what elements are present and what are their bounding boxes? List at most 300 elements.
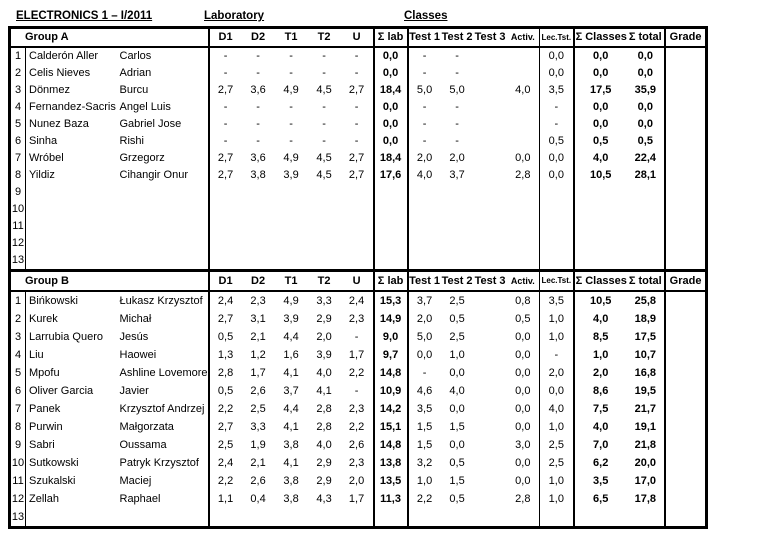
test-score-cell: - <box>422 135 427 147</box>
grade-cell <box>665 133 707 150</box>
lab-score-cell: 4,1 <box>283 457 299 469</box>
test-score-cell: - <box>455 135 459 147</box>
lab-score-cell <box>308 218 341 235</box>
test-score-cell <box>474 418 507 436</box>
lab-score-cell <box>275 508 308 528</box>
classes-sum-cell: 8,5 <box>574 328 627 346</box>
student-last-name: Sinha <box>29 135 58 147</box>
lab-score-cell: - <box>209 65 242 82</box>
test-score-cell: - <box>422 367 427 379</box>
classes-sum-cell: 4,0 <box>574 310 627 328</box>
lecture-test-cell: 2,5 <box>540 454 574 472</box>
grade-cell <box>665 328 707 346</box>
lab-score-cell: - <box>354 331 359 343</box>
student-first-name: Javier <box>119 385 149 397</box>
test-score-cell: 4,0 <box>449 385 465 397</box>
student-row <box>10 508 707 528</box>
total-sum-cell: 21,7 <box>634 403 657 415</box>
activity-score-cell <box>507 252 540 271</box>
test-score-cell <box>474 310 507 328</box>
test-score-cell: - <box>455 101 459 113</box>
lecture-test-cell: 0,0 <box>540 65 574 82</box>
lecture-test-cell <box>540 218 574 235</box>
lab-score-cell: 1,2 <box>250 349 266 361</box>
lab-score-cell: - <box>354 385 359 397</box>
row-number: 3 <box>10 82 26 99</box>
lab-score-cell: - <box>322 67 326 79</box>
group-header-row <box>10 28 707 48</box>
lecture-test-cell: 3,5 <box>540 291 574 310</box>
lab-score-cell <box>341 218 374 235</box>
student-last-name: Kurek <box>29 313 58 325</box>
student-last-name: Nunez Baza <box>29 118 89 130</box>
total-sum-cell: 17,8 <box>634 493 657 505</box>
lab-score-cell: 2,4 <box>348 295 365 307</box>
lab-score-cell <box>275 235 308 252</box>
column-header: Grade <box>665 271 707 292</box>
test-score-cell: - <box>422 118 427 130</box>
row-number: 9 <box>10 436 26 454</box>
lab-score-cell: 1,7 <box>348 349 365 361</box>
activity-score-cell: 0,0 <box>515 403 531 415</box>
lab-score-cell <box>209 201 242 218</box>
row-number: 13 <box>10 508 26 528</box>
grade-cell <box>665 364 707 382</box>
student-first-name: Carlos <box>119 50 152 62</box>
test-score-cell: - <box>455 50 459 62</box>
lab-sum-cell: 10,9 <box>374 382 408 400</box>
student-row <box>10 218 707 235</box>
lab-score-cell: 2,7 <box>348 169 365 181</box>
row-number: 3 <box>10 328 26 346</box>
grade-cell <box>665 472 707 490</box>
lab-score-cell: 0,5 <box>209 382 242 400</box>
test-score-cell <box>474 201 507 218</box>
activity-score-cell: 0,0 <box>515 152 531 164</box>
lab-score-cell: 2,7 <box>209 310 242 328</box>
lab-score-cell <box>242 201 275 218</box>
test-score-cell: - <box>422 50 427 62</box>
classes-sum-cell <box>574 201 627 218</box>
classes-sum-cell: 7,0 <box>574 436 627 454</box>
lab-sum-cell: 18,4 <box>374 82 408 99</box>
test-score-cell <box>474 82 507 99</box>
column-header: Test 3 <box>474 271 507 292</box>
row-number: 12 <box>10 235 26 252</box>
grade-cell <box>665 167 707 184</box>
classes-sum-cell: 4,0 <box>574 418 627 436</box>
test-score-cell: 0,0 <box>449 403 465 415</box>
total-sum-cell <box>627 235 665 252</box>
lab-score-cell: 3,3 <box>316 295 332 307</box>
test-score-cell <box>474 218 507 235</box>
grade-cell <box>665 82 707 99</box>
total-sum-cell: 35,9 <box>634 84 657 96</box>
row-number: 8 <box>10 167 26 184</box>
lab-score-cell <box>341 184 374 201</box>
lab-score-cell <box>242 252 275 271</box>
grade-cell <box>665 382 707 400</box>
lecture-test-cell: 0,0 <box>540 150 574 167</box>
column-header: T1 <box>275 271 308 292</box>
test-score-cell: 5,0 <box>416 84 433 96</box>
test-score-cell: - <box>455 67 459 79</box>
lab-score-cell: - <box>209 47 242 65</box>
student-last-name: Calderón Aller <box>29 50 99 62</box>
lab-score-cell: 3,6 <box>250 84 266 96</box>
classes-sum-cell: 8,6 <box>574 382 627 400</box>
column-header: D2 <box>242 28 275 48</box>
lab-sum-cell: 15,1 <box>374 418 408 436</box>
lab-score-cell: 4,1 <box>316 385 332 397</box>
lecture-test-cell: 1,0 <box>540 472 574 490</box>
lab-score-cell: 2,8 <box>209 364 242 382</box>
lab-sum-cell: 9,0 <box>374 328 408 346</box>
total-sum-cell: 16,8 <box>634 367 657 379</box>
lab-score-cell: 2,9 <box>316 475 332 487</box>
lab-sum-cell: 17,6 <box>374 167 408 184</box>
column-header: D2 <box>242 271 275 292</box>
test-score-cell: 3,7 <box>449 169 465 181</box>
student-first-name: Adrian <box>119 67 152 79</box>
test-score-cell: 0,0 <box>416 349 433 361</box>
student-first-name: Patryk Krzysztof <box>119 457 199 469</box>
row-number: 6 <box>10 133 26 150</box>
test-score-cell <box>474 133 507 150</box>
test-score-cell: 2,0 <box>449 152 465 164</box>
lecture-test-cell: - <box>540 346 574 364</box>
lab-sum-cell: 14,2 <box>374 400 408 418</box>
row-number: 7 <box>10 400 26 418</box>
column-header: Σ Classes <box>574 271 627 292</box>
lab-score-cell: 4,4 <box>283 331 299 343</box>
grade-cell <box>665 291 707 310</box>
lab-sum-cell <box>374 184 408 201</box>
activity-score-cell: 0,0 <box>515 421 531 433</box>
lab-score-cell: 3,9 <box>283 169 299 181</box>
lab-sum-cell <box>374 235 408 252</box>
lab-score-cell: 4,9 <box>283 295 299 307</box>
total-sum-cell: 17,5 <box>634 331 657 343</box>
lab-score-cell: - <box>209 133 242 150</box>
grade-cell <box>665 184 707 201</box>
lecture-test-cell: 2,5 <box>540 436 574 454</box>
student-row <box>10 364 707 382</box>
lab-score-cell: 1,1 <box>209 490 242 508</box>
student-row <box>10 418 707 436</box>
grade-cell <box>665 218 707 235</box>
grade-cell <box>665 508 707 528</box>
activity-score-cell: 2,8 <box>515 493 531 505</box>
student-first-name: Ashline Lovemore <box>119 367 208 379</box>
lab-score-cell: 3,9 <box>283 313 299 325</box>
total-sum-cell: 19,5 <box>634 385 657 397</box>
student-row <box>10 184 707 201</box>
lab-score-cell: 2,6 <box>250 385 266 397</box>
test-score-cell: - <box>422 67 427 79</box>
row-number: 2 <box>10 310 26 328</box>
classes-sum-cell <box>574 252 627 271</box>
row-number: 6 <box>10 382 26 400</box>
student-first-name: Angel Luis <box>119 101 171 113</box>
column-header: Grade <box>665 28 707 48</box>
test-score-cell: 5,0 <box>416 331 433 343</box>
test-score-cell: - <box>455 118 459 130</box>
lab-score-cell: 4,1 <box>283 367 299 379</box>
lecture-test-cell <box>540 201 574 218</box>
lab-score-cell <box>242 508 275 528</box>
lecture-test-cell: - <box>540 99 574 116</box>
lecture-test-cell <box>540 235 574 252</box>
lab-score-cell <box>209 508 242 528</box>
column-header: Σ total <box>627 28 665 48</box>
lecture-test-cell: 3,5 <box>540 82 574 99</box>
activity-score-cell: 0,0 <box>515 349 531 361</box>
lab-score-cell: 3,7 <box>283 385 299 397</box>
row-number: 1 <box>10 47 26 65</box>
lab-score-cell: 2,7 <box>348 152 365 164</box>
activity-score-cell: 4,0 <box>515 84 531 96</box>
lab-score-cell: - <box>289 118 293 130</box>
classes-sum-cell: 6,2 <box>574 454 627 472</box>
student-last-name: Wróbel <box>29 152 64 164</box>
activity-score-cell: 0,0 <box>515 385 531 397</box>
row-number: 11 <box>10 218 26 235</box>
test-score-cell: 3,7 <box>416 295 433 307</box>
group-section <box>10 271 707 528</box>
column-header: Activ. <box>507 28 540 48</box>
student-first-name: Małgorzata <box>119 421 174 433</box>
activity-score-cell <box>507 235 540 252</box>
row-number: 9 <box>10 184 26 201</box>
column-header: Lec.Tst. <box>540 28 574 48</box>
lab-score-cell <box>209 218 242 235</box>
test-score-cell: 0,0 <box>449 367 465 379</box>
column-header: U <box>341 28 374 48</box>
classes-sum-cell: 1,0 <box>574 346 627 364</box>
test-score-cell <box>474 508 507 528</box>
student-last-name <box>26 218 117 235</box>
classes-sum-cell: 0,5 <box>574 133 627 150</box>
lab-score-cell: - <box>354 50 359 62</box>
total-sum-cell <box>627 184 665 201</box>
lab-score-cell: - <box>256 101 260 113</box>
lab-score-cell: 4,5 <box>316 152 332 164</box>
total-sum-cell: 0,0 <box>637 50 653 62</box>
activity-score-cell <box>507 201 540 218</box>
test-score-cell <box>408 201 441 218</box>
test-score-cell: 1,5 <box>416 439 433 451</box>
activity-score-cell: 0,0 <box>515 457 531 469</box>
activity-score-cell <box>507 116 540 133</box>
lecture-test-cell: 4,0 <box>540 400 574 418</box>
grade-cell <box>665 47 707 65</box>
lab-score-cell: 2,7 <box>209 167 242 184</box>
total-sum-cell: 18,9 <box>634 313 657 325</box>
activity-score-cell <box>507 99 540 116</box>
column-header: Σ total <box>627 271 665 292</box>
student-first-name: Gabriel Jose <box>119 118 182 130</box>
lab-sum-cell: 13,5 <box>374 472 408 490</box>
lab-score-cell: 2,3 <box>348 313 365 325</box>
grade-cell <box>665 400 707 418</box>
student-last-name <box>26 252 117 271</box>
student-last-name: Dönmez <box>29 84 70 96</box>
group-label: Group A <box>10 28 209 48</box>
lab-score-cell: 2,5 <box>250 403 266 415</box>
test-score-cell <box>474 252 507 271</box>
student-row <box>10 116 707 133</box>
lecture-test-cell <box>540 252 574 271</box>
lab-score-cell: - <box>322 101 326 113</box>
test-score-cell: 0,5 <box>449 493 465 505</box>
student-row <box>10 436 707 454</box>
classes-sum-cell: 4,0 <box>574 150 627 167</box>
test-score-cell <box>408 235 441 252</box>
test-score-cell <box>474 328 507 346</box>
classes-sum-cell: 0,0 <box>574 99 627 116</box>
lecture-test-cell: 1,0 <box>540 490 574 508</box>
test-score-cell <box>474 150 507 167</box>
classes-sum-cell: 3,5 <box>574 472 627 490</box>
student-row <box>10 99 707 116</box>
lab-score-cell: 2,0 <box>348 475 365 487</box>
student-row <box>10 490 707 508</box>
student-first-name <box>117 201 209 218</box>
lab-score-cell: 2,7 <box>209 418 242 436</box>
lecture-test-cell: 0,0 <box>540 382 574 400</box>
lab-sum-cell: 11,3 <box>374 490 408 508</box>
grade-cell <box>665 65 707 82</box>
test-score-cell <box>474 116 507 133</box>
column-header: Test 3 <box>474 28 507 48</box>
lab-score-cell: 2,9 <box>316 457 332 469</box>
classes-sum-cell: 10,5 <box>574 291 627 310</box>
lab-score-cell <box>209 184 242 201</box>
test-score-cell <box>474 235 507 252</box>
lab-score-cell <box>275 201 308 218</box>
test-score-cell <box>474 454 507 472</box>
grade-cell <box>665 490 707 508</box>
grade-cell <box>665 99 707 116</box>
lab-sum-cell <box>374 218 408 235</box>
lab-score-cell: - <box>354 118 359 130</box>
lab-sum-cell: 0,0 <box>374 47 408 65</box>
column-header: U <box>341 271 374 292</box>
total-sum-cell: 19,1 <box>634 421 657 433</box>
test-score-cell <box>474 47 507 65</box>
student-first-name: Michał <box>119 313 152 325</box>
lecture-test-cell <box>540 508 574 528</box>
lab-sum-cell: 0,0 <box>374 65 408 82</box>
total-sum-cell: 0,0 <box>637 67 653 79</box>
lecture-test-cell: 1,0 <box>540 328 574 346</box>
test-score-cell: 1,5 <box>416 421 433 433</box>
student-row <box>10 310 707 328</box>
student-last-name: Bińkowski <box>29 295 78 307</box>
student-last-name <box>26 235 117 252</box>
lab-score-cell <box>242 184 275 201</box>
lab-score-cell <box>308 252 341 271</box>
student-last-name <box>26 201 117 218</box>
student-first-name: Jesús <box>119 331 149 343</box>
lab-score-cell: - <box>322 135 326 147</box>
activity-score-cell: 0,0 <box>515 367 531 379</box>
student-row <box>10 382 707 400</box>
activity-score-cell: 3,0 <box>515 439 531 451</box>
row-number: 10 <box>10 454 26 472</box>
student-last-name: Larrubia Quero <box>29 331 103 343</box>
lab-score-cell: 2,2 <box>348 367 365 379</box>
row-number: 4 <box>10 99 26 116</box>
lab-sum-cell: 0,0 <box>374 99 408 116</box>
total-sum-cell: 10,7 <box>634 349 657 361</box>
lab-sum-cell: 9,7 <box>374 346 408 364</box>
lab-score-cell <box>308 201 341 218</box>
column-header: Test 2 <box>441 271 474 292</box>
student-row <box>10 291 707 310</box>
group-label: Group B <box>10 271 209 292</box>
lecture-test-cell: 0,0 <box>540 167 574 184</box>
lab-score-cell: 3,8 <box>283 439 299 451</box>
student-first-name <box>117 508 209 528</box>
test-score-cell <box>408 218 441 235</box>
test-score-cell <box>441 508 474 528</box>
lab-sum-cell <box>374 201 408 218</box>
test-score-cell: 5,0 <box>449 84 465 96</box>
student-last-name: Zellah <box>29 493 59 505</box>
lab-score-cell: 4,0 <box>316 367 332 379</box>
lab-score-cell: - <box>256 50 260 62</box>
lab-score-cell: 4,9 <box>283 84 299 96</box>
student-last-name: Celis Nieves <box>29 67 91 79</box>
group-header-row <box>10 271 707 292</box>
lab-score-cell: - <box>354 67 359 79</box>
student-row <box>10 235 707 252</box>
test-score-cell: - <box>422 101 427 113</box>
lab-score-cell: 2,7 <box>209 150 242 167</box>
student-row <box>10 82 707 99</box>
test-score-cell <box>441 184 474 201</box>
lab-score-cell: 2,7 <box>209 82 242 99</box>
total-sum-cell <box>627 508 665 528</box>
student-first-name <box>117 252 209 271</box>
student-row <box>10 201 707 218</box>
row-number: 8 <box>10 418 26 436</box>
lab-score-cell: 2,9 <box>316 313 332 325</box>
student-last-name: Fernandez-Sacris <box>29 101 116 113</box>
student-row <box>10 150 707 167</box>
lab-score-cell: 4,1 <box>283 421 299 433</box>
student-first-name: Krzysztof Andrzej <box>119 403 205 415</box>
lab-score-cell: 4,4 <box>283 403 299 415</box>
grade-cell <box>665 252 707 271</box>
row-number: 1 <box>10 291 26 310</box>
lecture-test-cell: - <box>540 116 574 133</box>
test-score-cell: 4,0 <box>416 169 433 181</box>
lab-score-cell: 2,5 <box>209 436 242 454</box>
column-header: Σ Classes <box>574 28 627 48</box>
lab-sum-cell: 14,8 <box>374 436 408 454</box>
lecture-test-cell: 1,0 <box>540 418 574 436</box>
lab-score-cell: 4,3 <box>316 493 332 505</box>
column-header: Activ. <box>507 271 540 292</box>
lecture-test-cell: 2,0 <box>540 364 574 382</box>
lab-sum-cell: 13,8 <box>374 454 408 472</box>
test-score-cell <box>408 184 441 201</box>
lab-score-cell: - <box>354 101 359 113</box>
lab-sum-cell: 0,0 <box>374 133 408 150</box>
